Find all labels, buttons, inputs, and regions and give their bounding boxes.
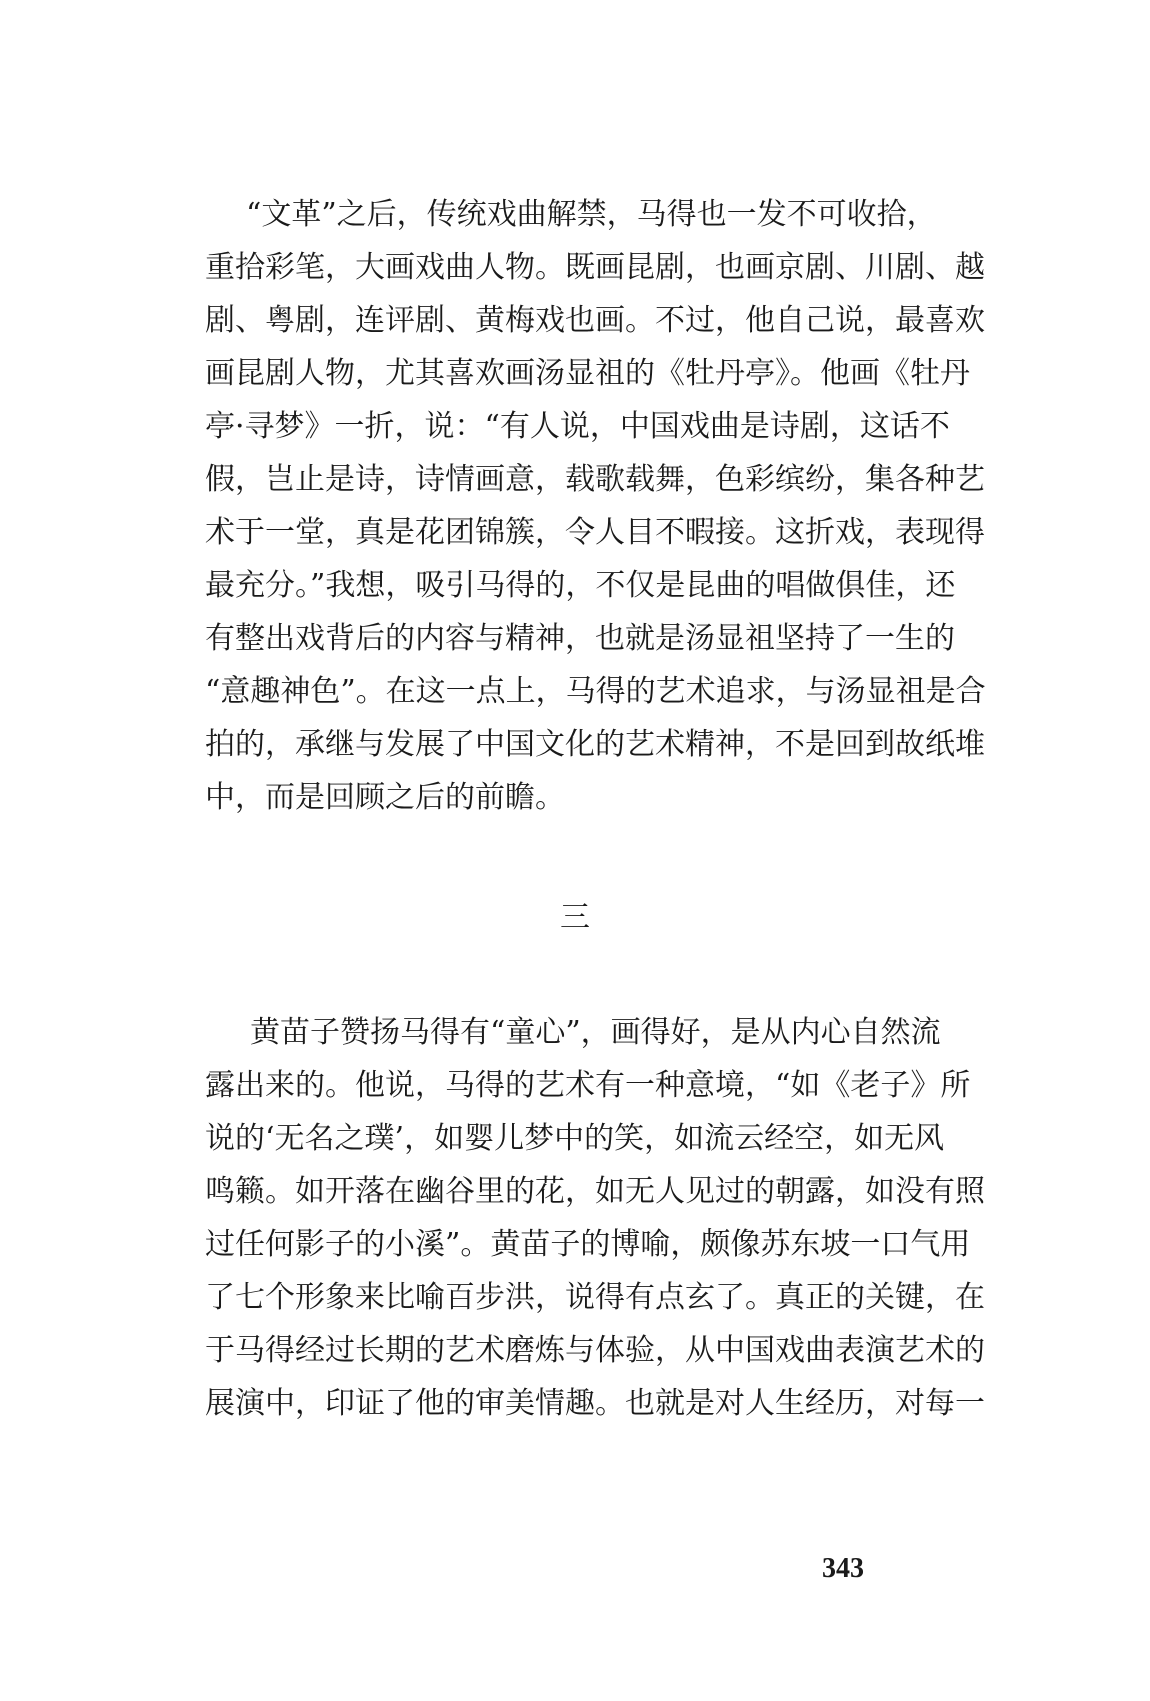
page-number: 343 [822, 1553, 864, 1584]
book-page: “文革”之后，传统戏曲解禁，马得也一发不可收拾， 重拾彩笔，大画戏曲人物。既画昆剧，也画京剧、川剧、越 剧、粤剧，连评剧、黄梅戏也画。不过，他自己说，最喜欢 画昆剧人物，尤其喜欢画汤显祖的《牡丹亭》。他画《牡丹 亭·寻梦》一折，说：“有人说，中国戏曲是诗剧，这话不 假，岂止是诗，诗情画意，载歌载舞，色彩缤纷，集各种艺 术于一堂，真是花团锦簇，令人目不暇接。这折戏，表现得 最充分。”我想，吸引马得的，不仅是昆曲的唱做俱佳，还 有整出戏背后的内容与精神，也就是汤显祖坚持了一生的 “意趣神色”。在这一点上，马得的艺术追求，与汤显祖是合 拍的，承继与发展了中国文化的艺术精神，不是回到故纸堆 中，而是回顾之后的前瞻。 三 黄苗子赞扬马得有“童心”，画得好，是从内心自然流 露出来的。他说，马得的艺术有一种意境，“如《老子》所 说的‘无名之璞’，如婴儿梦中的笑，如流云经空，如无风 鸣籁。如开落在幽谷里的花，如无人见过的朝露，如没有照 过任何影子的小溪”。黄苗子的博喻，颇像苏东坡一口气用 了七个形象来比喻百步洪，说得有点玄了。真正的关键，在 于马得经过长期的艺术磨炼与体验，从中国戏曲表演艺术的 展演中，印证了他的审美情趣。也就是对人生经历，对每一 343 [0, 0, 1150, 1701]
section-heading: 三 [560, 900, 590, 935]
